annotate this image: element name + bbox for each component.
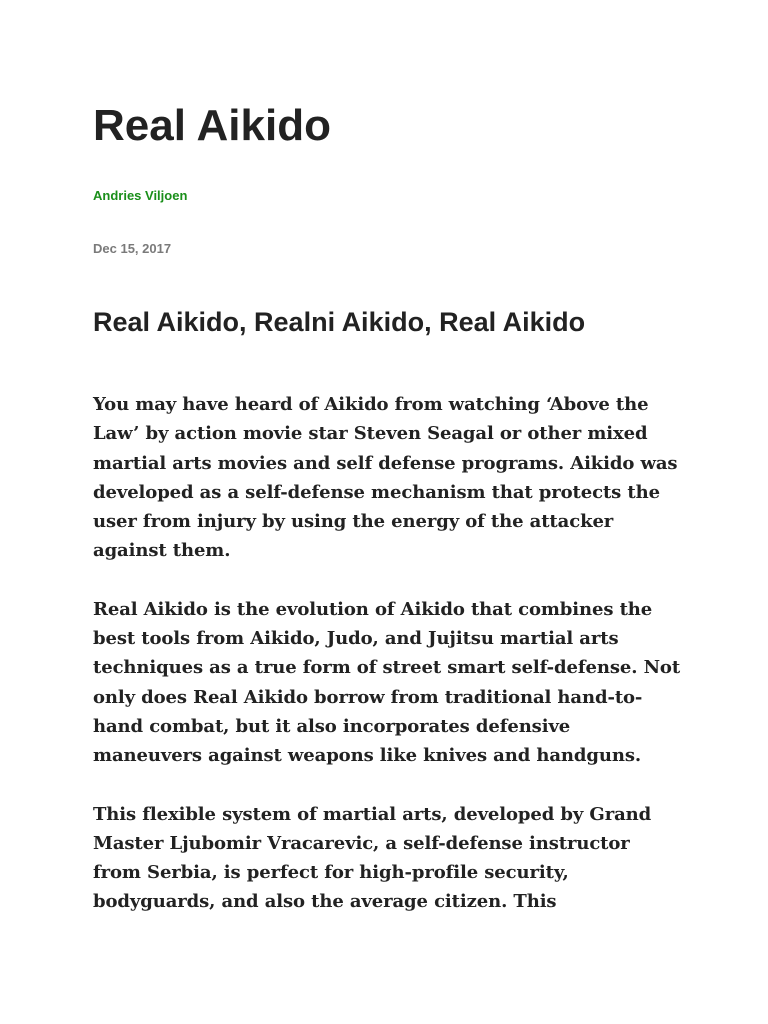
- body-paragraph: You may have heard of Aikido from watching ‘Above the Law’ by action movie star Steven Seagal or other mixed martial arts movies and self defense programs. Aikido was developed as a self-defense mechanism that protects the user from injury by using the energy of the attacker against them.: [93, 394, 678, 562]
- body-paragraph: Real Aikido is the evolution of Aikido that combines the best tools from Aikido, Judo, and Jujitsu martial arts techniques as a true form of street smart self-defense. Not only does Real Aikido borrow from traditional hand-to-hand combat, but it also incorporates defensive maneuvers against weapons like knives and handguns.: [93, 598, 681, 767]
- publish-date: Dec 15, 2017: [93, 241, 172, 256]
- author-link[interactable]: Andries Viljoen: [93, 188, 188, 203]
- article-body: [93, 390, 683, 946]
- body-paragraph: This flexible system of martial arts, developed by Grand Master Ljubomir Vracarevic, a self-defense instructor from Serbia, is perfect for high-profile security, bodyguards, and also the average citizen. This: [93, 803, 652, 913]
- article-subtitle: Real Aikido, Realni Aikido, Real Aikido: [93, 307, 586, 337]
- article-title: Real Aikido: [93, 101, 331, 150]
